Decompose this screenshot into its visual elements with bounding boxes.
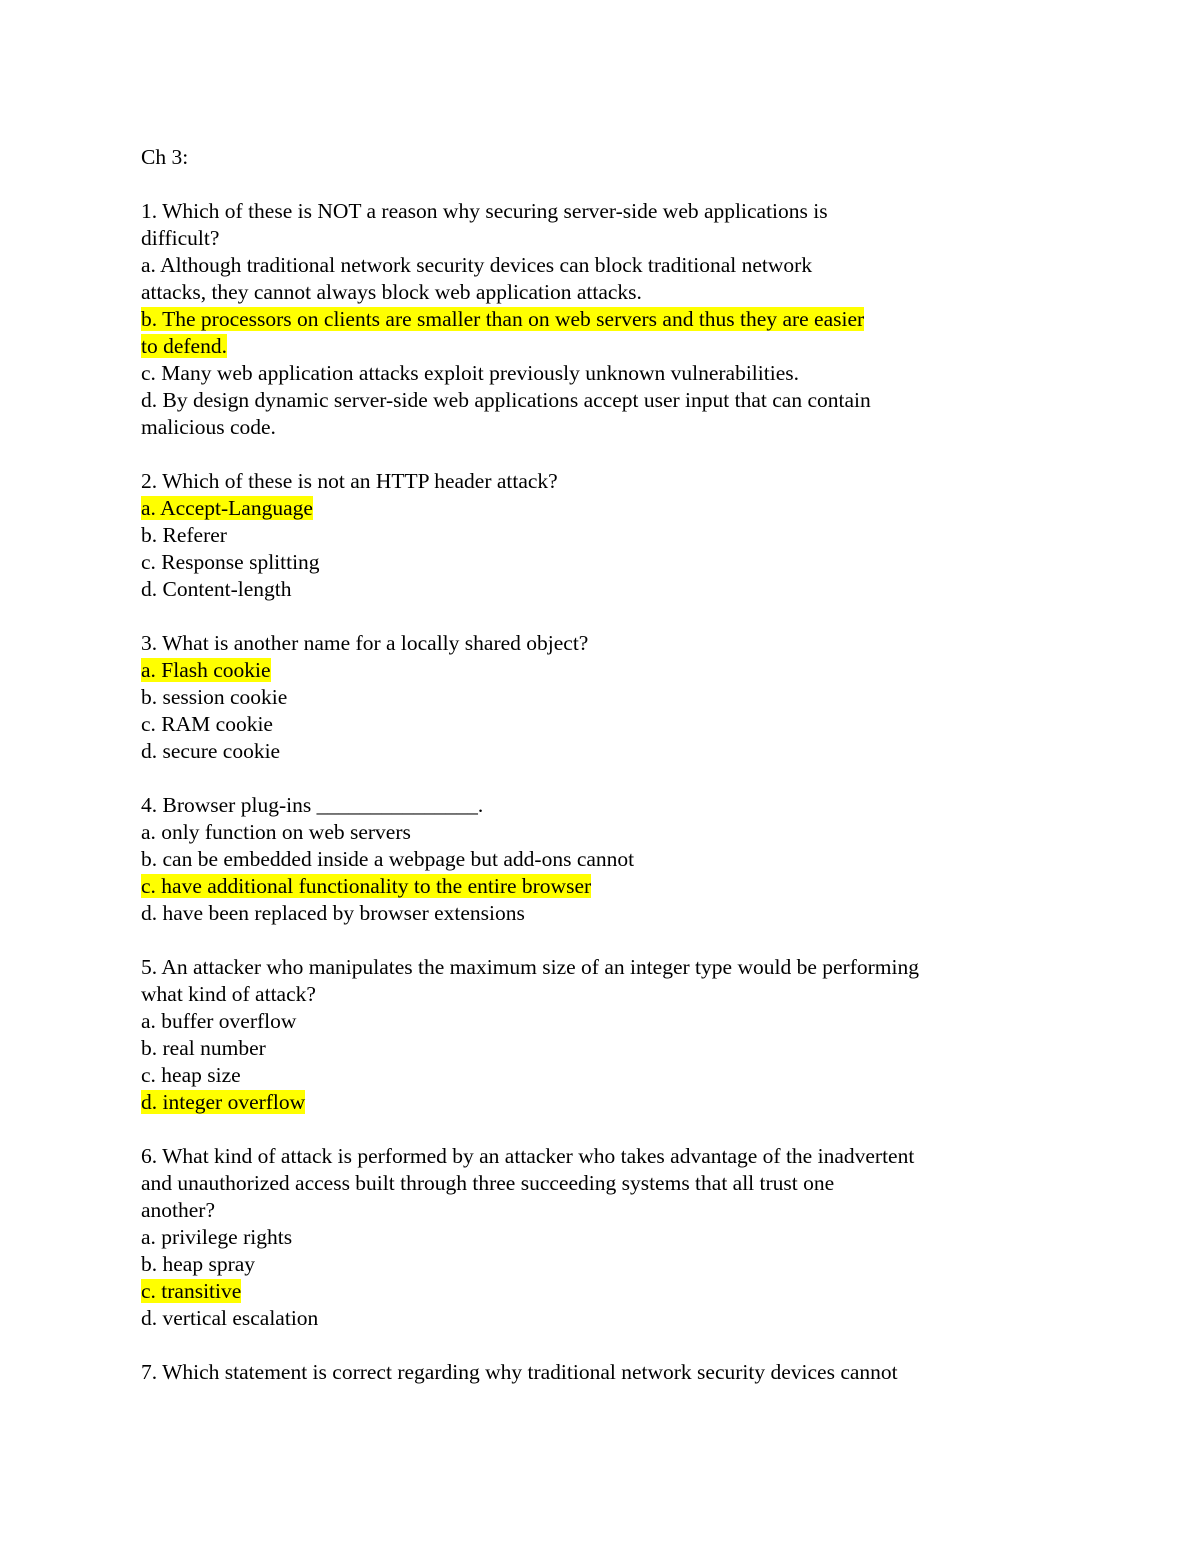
spacer bbox=[141, 927, 1021, 954]
answer-option-highlighted bbox=[141, 306, 1021, 333]
question-block bbox=[141, 198, 1021, 441]
question-text: 3. What is another name for a locally shared object? bbox=[141, 631, 589, 655]
document-body bbox=[141, 144, 1021, 1386]
question-text: 4. Browser plug-ins _______________. bbox=[141, 793, 484, 817]
answer-option-text: a. privilege rights bbox=[141, 1225, 293, 1249]
question-block bbox=[141, 630, 1021, 765]
question-text: 1. Which of these is NOT a reason why securing server-side web applications is bbox=[141, 199, 828, 223]
answer-option bbox=[141, 900, 1021, 927]
answer-option-text: d. secure cookie bbox=[141, 739, 281, 763]
answer-option bbox=[141, 279, 1021, 306]
answer-option-text: b. real number bbox=[141, 1036, 266, 1060]
answer-option-text: c. heap size bbox=[141, 1063, 241, 1087]
answer-option-text: c. RAM cookie bbox=[141, 712, 273, 736]
answer-option-text: c. have additional functionality to the entire browser bbox=[141, 874, 592, 898]
answer-option-text: to defend. bbox=[141, 334, 227, 358]
answer-option-highlighted bbox=[141, 495, 1021, 522]
question-block bbox=[141, 1143, 1021, 1332]
question-block bbox=[141, 468, 1021, 603]
answer-option bbox=[141, 360, 1021, 387]
answer-option-text: b. can be embedded inside a webpage but add-ons cannot bbox=[141, 847, 635, 871]
answer-option-text: d. By design dynamic server-side web applications accept user input that can contain bbox=[141, 388, 871, 412]
question-block bbox=[141, 792, 1021, 927]
answer-option-text: c. Response splitting bbox=[141, 550, 320, 574]
answer-option-text: a. Flash cookie bbox=[141, 658, 271, 682]
spacer bbox=[141, 1332, 1021, 1359]
answer-option-text: d. vertical escalation bbox=[141, 1306, 319, 1330]
answer-option bbox=[141, 1008, 1021, 1035]
answer-option-text: c. transitive bbox=[141, 1279, 242, 1303]
answer-option bbox=[141, 414, 1021, 441]
answer-option bbox=[141, 1251, 1021, 1278]
question-text: 2. Which of these is not an HTTP header attack? bbox=[141, 469, 558, 493]
answer-option bbox=[141, 738, 1021, 765]
answer-option-highlighted bbox=[141, 657, 1021, 684]
answer-option-highlighted bbox=[141, 1278, 1021, 1305]
spacer bbox=[141, 441, 1021, 468]
spacer bbox=[141, 765, 1021, 792]
answer-option-text: a. only function on web servers bbox=[141, 820, 411, 844]
question-text: 7. Which statement is correct regarding why traditional network security devices cannot bbox=[141, 1360, 898, 1384]
question-text: 5. An attacker who manipulates the maximum size of an integer type would be performing bbox=[141, 955, 919, 979]
answer-option bbox=[141, 252, 1021, 279]
answer-option-text: malicious code. bbox=[141, 415, 276, 439]
answer-option bbox=[141, 1035, 1021, 1062]
answer-option-text: attacks, they cannot always block web application attacks. bbox=[141, 280, 642, 304]
answer-option-text: d. have been replaced by browser extensions bbox=[141, 901, 525, 925]
question-block bbox=[141, 1359, 1021, 1386]
answer-option-highlighted bbox=[141, 1089, 1021, 1116]
answer-option bbox=[141, 387, 1021, 414]
question-text: difficult? bbox=[141, 226, 220, 250]
spacer bbox=[141, 1116, 1021, 1143]
answer-option bbox=[141, 684, 1021, 711]
answer-option-text: b. session cookie bbox=[141, 685, 288, 709]
answer-option bbox=[141, 549, 1021, 576]
answer-option bbox=[141, 1062, 1021, 1089]
answer-option-text: c. Many web application attacks exploit previously unknown vulnerabilities. bbox=[141, 361, 799, 385]
spacer bbox=[141, 171, 1021, 198]
answer-option-text: a. buffer overflow bbox=[141, 1009, 297, 1033]
answer-option-text: a. Accept-Language bbox=[141, 496, 313, 520]
answer-option-text: b. The processors on clients are smaller than on web servers and thus they are easier bbox=[141, 307, 865, 331]
chapter-heading: Ch 3: bbox=[141, 145, 189, 169]
answer-option bbox=[141, 522, 1021, 549]
answer-option bbox=[141, 1224, 1021, 1251]
question-text: 6. What kind of attack is performed by an attacker who takes advantage of the inadvertent bbox=[141, 1144, 915, 1168]
question-block bbox=[141, 954, 1021, 1116]
answer-option-text: b. heap spray bbox=[141, 1252, 256, 1276]
answer-option bbox=[141, 846, 1021, 873]
answer-option-highlighted bbox=[141, 873, 1021, 900]
answer-option-text: d. integer overflow bbox=[141, 1090, 306, 1114]
answer-option bbox=[141, 1305, 1021, 1332]
answer-option-highlighted bbox=[141, 333, 1021, 360]
answer-option bbox=[141, 819, 1021, 846]
answer-option-text: b. Referer bbox=[141, 523, 227, 547]
question-text: and unauthorized access built through three succeeding systems that all trust one bbox=[141, 1171, 835, 1195]
question-text: another? bbox=[141, 1198, 216, 1222]
answer-option-text: a. Although traditional network security devices can block traditional network bbox=[141, 253, 813, 277]
spacer bbox=[141, 603, 1021, 630]
answer-option-text: d. Content-length bbox=[141, 577, 292, 601]
question-text: what kind of attack? bbox=[141, 982, 316, 1006]
answer-option bbox=[141, 576, 1021, 603]
answer-option bbox=[141, 711, 1021, 738]
